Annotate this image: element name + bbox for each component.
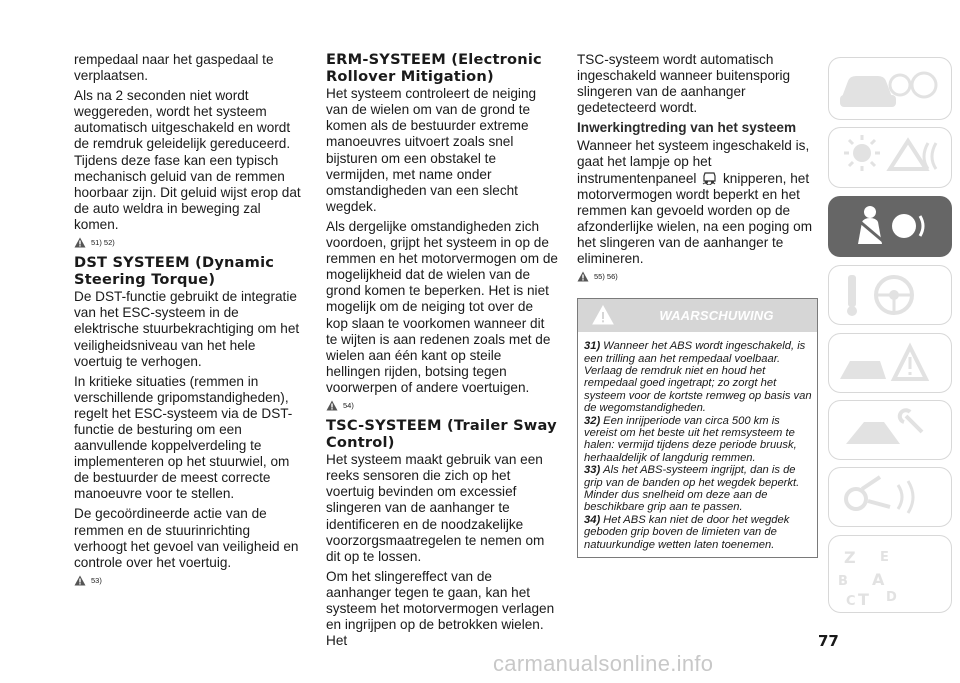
index-letter: A xyxy=(872,570,885,589)
tab-maintenance[interactable] xyxy=(828,400,952,460)
index-letter: E xyxy=(880,550,889,565)
warning-reference[interactable] xyxy=(74,575,306,586)
tab-safety[interactable] xyxy=(828,196,952,257)
car-dashboard-icon xyxy=(828,57,952,120)
index-icon xyxy=(828,535,952,613)
paragraph-part: Wanneer het systeem ingeschakeld is, gaat het lampje op het instrumentenpaneel xyxy=(577,138,810,186)
watermark: carmanualsonline.info xyxy=(493,651,714,676)
index-letter: Z xyxy=(844,548,856,567)
warning-triangle-icon xyxy=(74,575,86,586)
warning-triangle-icon xyxy=(592,305,614,325)
tab-technical-data[interactable] xyxy=(828,467,952,527)
reference-numbers: 53) xyxy=(91,575,102,585)
warning-item-number: 32) xyxy=(584,414,601,427)
road-warning-icon xyxy=(828,333,952,393)
column-1 xyxy=(74,52,306,593)
tab-starting-driving[interactable] xyxy=(828,265,952,325)
warning-lights-icon xyxy=(828,127,952,188)
paragraph: rempedaal naar het gaspedaal te verplaatsen. xyxy=(74,52,274,84)
trailer-sway-warning-icon xyxy=(702,171,717,185)
warning-box xyxy=(577,298,818,558)
page-number: 77 xyxy=(818,632,839,650)
tools-jack-icon xyxy=(828,400,952,460)
warning-header xyxy=(578,299,817,332)
section-heading-tsc: TSC-SYSTEEM (Trailer Sway Control) xyxy=(326,416,557,451)
tab-multimedia[interactable] xyxy=(828,535,952,613)
warning-triangle-icon xyxy=(74,237,86,248)
warning-item xyxy=(584,340,813,414)
warning-item xyxy=(584,464,813,514)
seatbelt-airbag-icon xyxy=(828,196,952,257)
subheading-inwerkingtreding: Inwerkingtreding van het systeem xyxy=(577,120,797,136)
reference-numbers: 51) 52) xyxy=(91,238,115,248)
warning-item-number: 33) xyxy=(584,464,601,477)
warning-item-text: Wanneer het ABS wordt ingeschakeld, is een trilling aan het rempedaal voelbaar. Verlaag de remdruk niet en houd het rempedaal goed ingetrapt; zo zorgt het systeem voor de kortste remweg op basis van de wegomstandigheden. xyxy=(584,340,812,415)
paragraph xyxy=(577,138,818,267)
index-letter: C xyxy=(846,594,856,609)
warning-list xyxy=(578,332,817,557)
paragraph: Het systeem maakt gebruik van een reeks sensoren die zich op het voertuig bevinden om excessief slingeren van de aanhanger te identificeren en de noodzakelijke voorzorgsmaatregelen te nemen om dit op te lossen. xyxy=(326,452,545,564)
paragraph: De gecoördineerde actie van de remmen en de stuurinrichting verhoogt het gevoel van veiligheid en controle over het voertuig. xyxy=(74,506,299,570)
warning-title: WAARSCHUWING xyxy=(659,308,774,324)
warning-item xyxy=(584,415,813,465)
paragraph: Als dergelijke omstandigheden zich voordoen, grijpt het systeem in op de remmen en het motorvermogen om de mogelijkheid dat de wielen van de grond komen te beperken. Het is niet mogelijk om de neiging tot over de kop slaan te voorkomen wanneer dit te wijten is aan redenen zoals met de wielen aan één kant op steile hellingen rijden, botsing tegen voorwerpen of andere voertuigen. xyxy=(326,218,558,395)
reference-numbers: 54) xyxy=(343,400,354,410)
warning-triangle-icon xyxy=(326,400,338,411)
paragraph-part: knipperen, het motorvermogen wordt beperkt en het remmen kan gevoeld worden op de afzonderlijke wielen, na een poging om het slingeren van de aanhanger te elimineren. xyxy=(577,170,813,267)
warning-reference[interactable] xyxy=(326,400,558,411)
paragraph: De DST-functie gebruikt de integratie van het ESC-systeem in de elektrische stuurbekrachtiging om het veiligheidsniveau van het hele voertuig te verhogen. xyxy=(74,289,300,369)
index-letter: T xyxy=(858,590,869,609)
warning-reference[interactable] xyxy=(577,271,818,282)
paragraph: Het systeem controleert de neiging van de wielen om van de grond te komen als de bestuurder extreme manoeuvres uitvoert zoals snel bijsturen om een obstakel te vermijden, met name onder omstandigheden van een slecht wegdek. xyxy=(326,86,537,214)
column-2 xyxy=(326,52,558,653)
paragraph: Om het slingereffect van de aanhanger tegen te gaan, kan het systeem het motorvermogen verlagen en ingrijpen op de betrokken wielen. Het xyxy=(326,568,555,649)
index-letter: D xyxy=(886,590,897,605)
tab-emergency[interactable] xyxy=(828,333,952,393)
tab-warning-lights[interactable] xyxy=(828,127,952,188)
tab-dashboard[interactable] xyxy=(828,57,952,120)
specs-icon xyxy=(828,467,952,527)
column-3 xyxy=(577,52,818,558)
reference-numbers: 55) 56) xyxy=(594,272,618,282)
warning-item-text: Als het ABS-systeem ingrijpt, dan is de grip van de banden op het wegdek beperkt. Minder dus snelheid om deze aan de beschikbare grip aan te passen. xyxy=(584,464,800,514)
paragraph: In kritieke situaties (remmen in verschillende gripomstandigheden), regelt het ESC-systeem via de DST-functie de besturing om een aanvullende koppelverdeling te implementeren op het stuurwiel, om de bestuurder de meest correcte manoeuvre voor te stellen. xyxy=(74,373,293,502)
section-heading-dst: DST SYSTEEM (Dynamic Steering Torque) xyxy=(74,254,275,288)
warning-item-number: 34) xyxy=(584,513,601,526)
warning-item-text: Een inrijperiode van circa 500 km is vereist om het beste uit het remsysteem te halen: vermijd tijdens deze periode bruusk, herhaaldelijk of langdurig remmen. xyxy=(584,414,797,464)
paragraph: TSC-systeem wordt automatisch ingeschakeld wanneer buitensporig slingeren van de aanhanger gedetecteerd wordt. xyxy=(577,52,791,116)
section-heading-erm: ERM-SYSTEEM (Electronic Rollover Mitigation) xyxy=(326,51,542,85)
warning-triangle-icon xyxy=(577,271,589,282)
warning-reference[interactable] xyxy=(74,237,306,248)
warning-item xyxy=(584,514,813,551)
paragraph: Als na 2 seconden niet wordt weggereden, wordt het systeem automatisch uitgeschakeld en wordt de remdruk geleidelijk gereduceerd. Tijdens deze fase kan een typisch mechanisch geluid van de remmen hoorbaar zijn. Dit geluid wijst erop dat de auto weldra in beweging zal komen. xyxy=(74,88,301,232)
index-letter: B xyxy=(838,574,848,589)
warning-item-number: 31) xyxy=(584,340,601,353)
warning-item-text: Het ABS kan niet de door het wegdek geboden grip boven de limieten van de natuurkundige wetten laten toenemen. xyxy=(584,513,790,551)
key-steering-icon xyxy=(828,265,952,325)
